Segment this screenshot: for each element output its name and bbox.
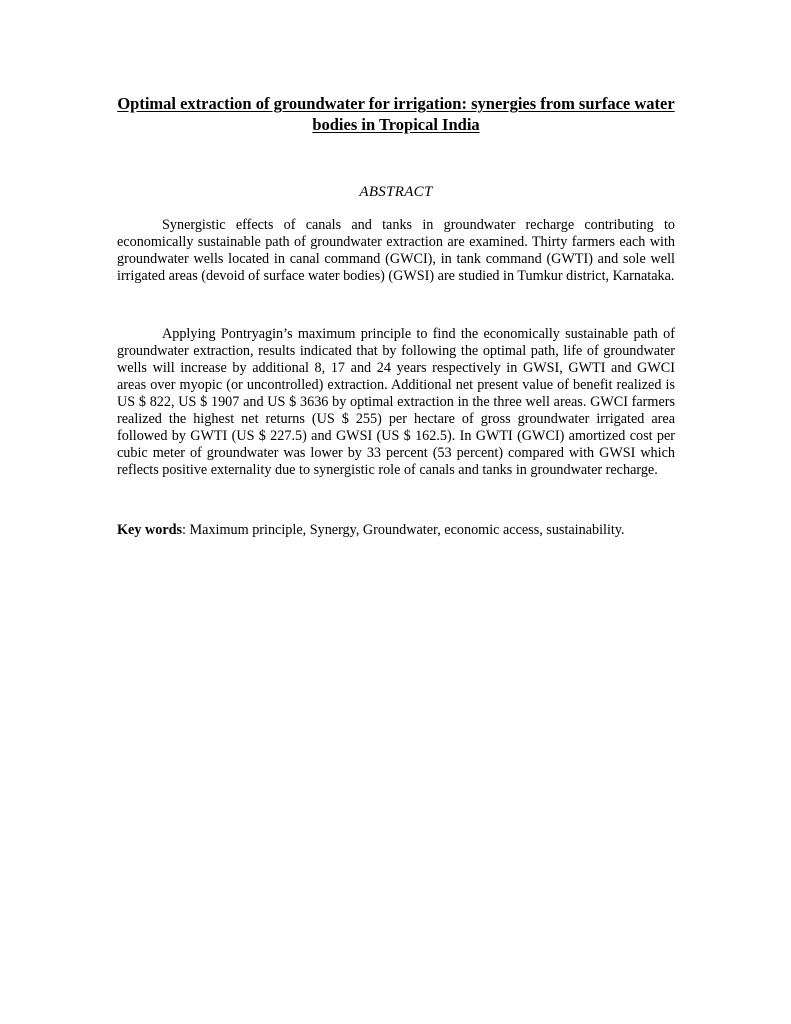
paper-title: Optimal extraction of groundwater for irrigation: synergies from surface water bodies in Tropical India bbox=[117, 94, 675, 134]
abstract-heading: ABSTRACT bbox=[359, 184, 433, 200]
keywords-line bbox=[117, 522, 697, 539]
keywords-label: Key words bbox=[117, 522, 183, 538]
abstract-paragraph-1: Synergistic effects of canals and tanks in groundwater recharge contributing to economically sustainable path of groundwater extraction are examined. Thirty farmers each with groundwater wells located in canal command (GWCI), in tank command (GWTI) and sole well irrigated areas (devoid of surface water bodies) (GWSI) are studied in Tumkur district, Karnataka. bbox=[117, 217, 675, 284]
keywords-separator: : bbox=[182, 522, 190, 538]
abstract-paragraph-2: Applying Pontryagin’s maximum principle to find the economically sustainable path of groundwater extraction, results indicated that by following the optimal path, life of groundwater wells will increase by additional 8, 17 and 24 years respectively in GWSI, GWTI and GWCI areas over myopic (or uncontrolled) extraction. Additional net present value of benefit realized is US $ 822, US $ 1907 and US $ 3636 by optimal extraction in the three well areas. GWCI farmers realized the highest net returns (US $ 255) per hectare of gross groundwater irrigated area followed by GWTI (US $ 227.5) and GWSI (US $ 162.5). In GWTI (GWCI) amortized cost per cubic meter of groundwater was lower by 33 percent (53 percent) compared with GWSI which reflects positive externality due to synergistic role of canals and tanks in groundwater recharge. bbox=[117, 326, 675, 478]
keywords-text: Maximum principle, Synergy, Groundwater, economic access, sustainability. bbox=[189, 522, 625, 538]
